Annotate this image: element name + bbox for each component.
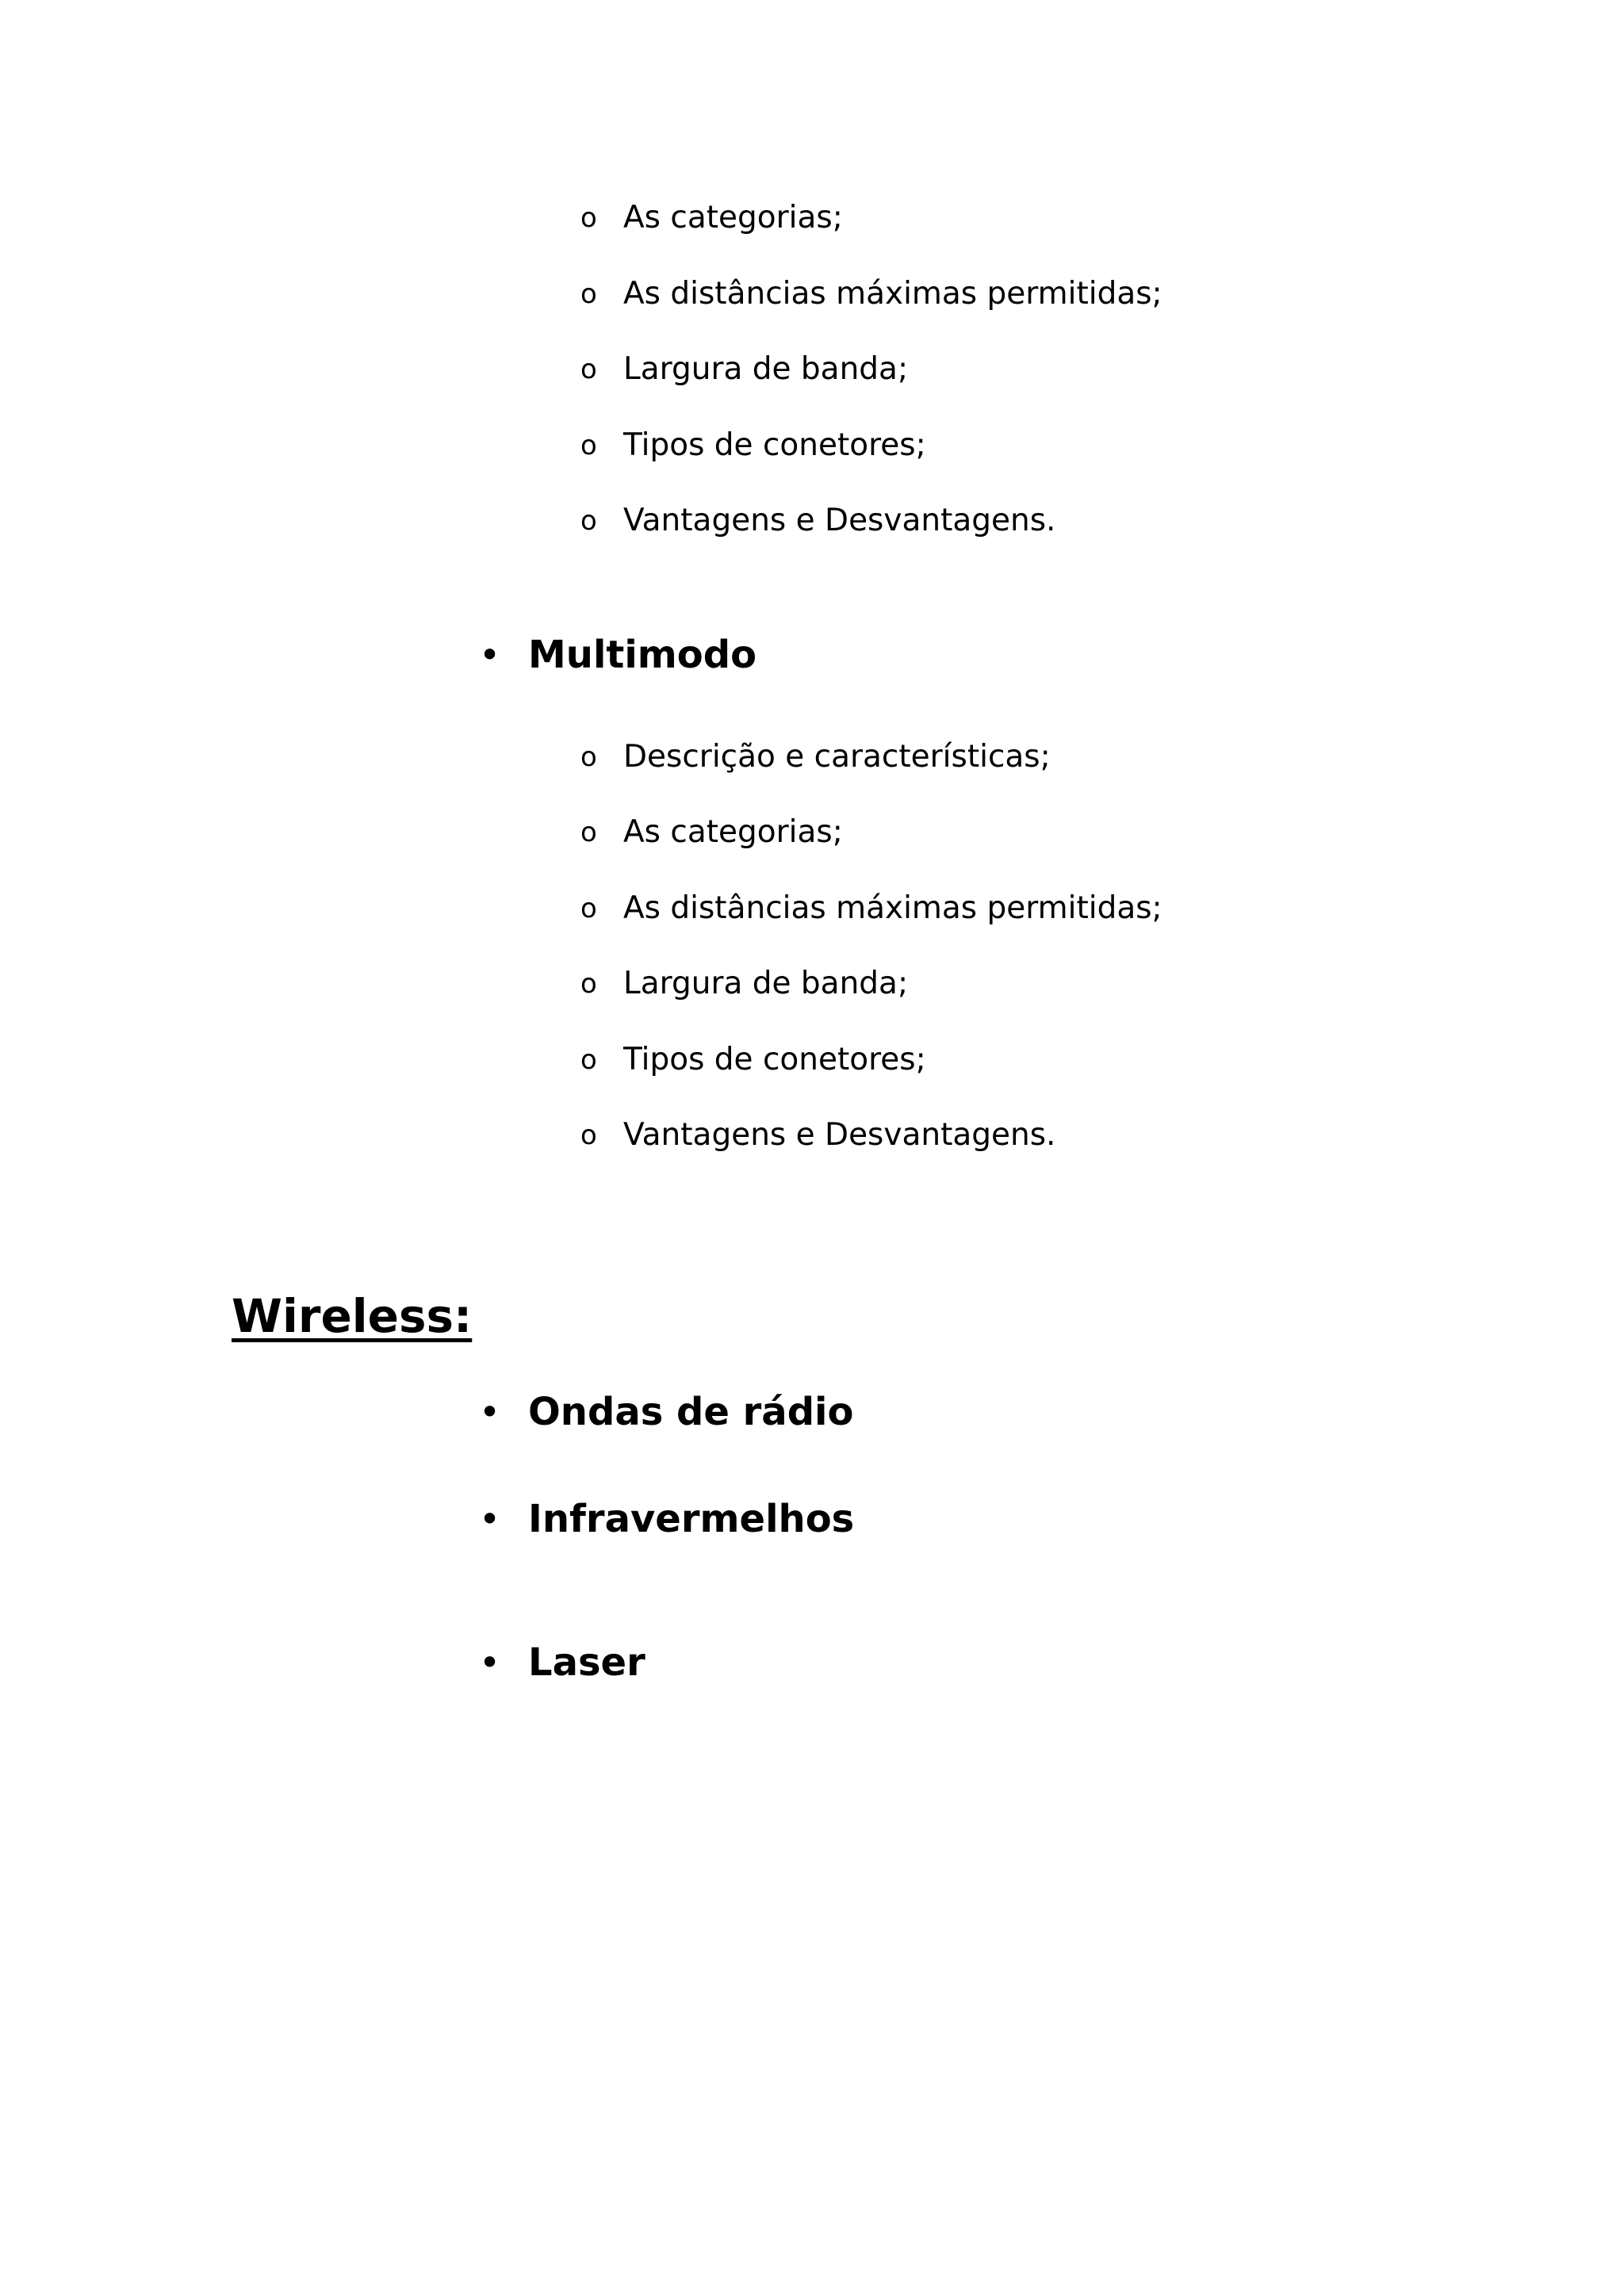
list-item: [580, 499, 1055, 543]
list-item-text: Vantagens e Desvantagens.: [623, 1117, 1056, 1153]
list-item: [580, 196, 843, 240]
list-item-text: Vantagens e Desvantagens.: [623, 503, 1056, 538]
list-item-text: Largura de banda;: [623, 966, 909, 1001]
hollow-bullet-icon: o: [580, 430, 597, 461]
section-heading-wireless: Wireless:: [232, 1289, 473, 1343]
list-item: [580, 347, 908, 392]
bullet-icon: •: [479, 1498, 501, 1540]
hollow-bullet-icon: o: [580, 354, 597, 385]
list-item-text: As distâncias máximas permitidas;: [623, 276, 1162, 312]
bullet-icon: •: [479, 633, 501, 676]
section-item-title: Infravermelhos: [528, 1497, 855, 1541]
list-item-text: As categorias;: [623, 814, 843, 850]
list-item-text: As categorias;: [623, 200, 843, 235]
section-item-multimodo: [479, 627, 756, 683]
bullet-icon: •: [479, 1391, 501, 1433]
list-item: [580, 810, 843, 855]
hollow-bullet-icon: o: [580, 741, 597, 773]
bullet-icon: •: [479, 1641, 501, 1684]
list-item-text: Tipos de conetores;: [623, 1042, 926, 1077]
section-item: [479, 1491, 854, 1547]
section-item: [479, 1635, 645, 1690]
hollow-bullet-icon: o: [580, 1119, 597, 1151]
list-item: [580, 735, 1051, 779]
list-item: [580, 423, 926, 468]
hollow-bullet-icon: o: [580, 505, 597, 537]
list-item: [580, 886, 1162, 931]
list-item-text: Largura de banda;: [623, 351, 909, 387]
list-item-text: As distâncias máximas permitidas;: [623, 890, 1162, 926]
hollow-bullet-icon: o: [580, 202, 597, 234]
section-item-title: Laser: [528, 1640, 645, 1685]
hollow-bullet-icon: o: [580, 893, 597, 924]
list-item: [580, 1113, 1055, 1158]
list-item-text: Tipos de conetores;: [623, 427, 926, 463]
hollow-bullet-icon: o: [580, 817, 597, 848]
section-item-title: Ondas de rádio: [528, 1390, 854, 1434]
list-item: [580, 272, 1162, 316]
list-item-text: Descrição e características;: [623, 739, 1051, 775]
section-item-title: Multimodo: [528, 633, 757, 677]
hollow-bullet-icon: o: [580, 278, 597, 310]
list-item: [580, 962, 908, 1006]
section-item: [479, 1384, 853, 1440]
hollow-bullet-icon: o: [580, 1044, 597, 1076]
hollow-bullet-icon: o: [580, 968, 597, 1000]
list-item: [580, 1038, 926, 1082]
